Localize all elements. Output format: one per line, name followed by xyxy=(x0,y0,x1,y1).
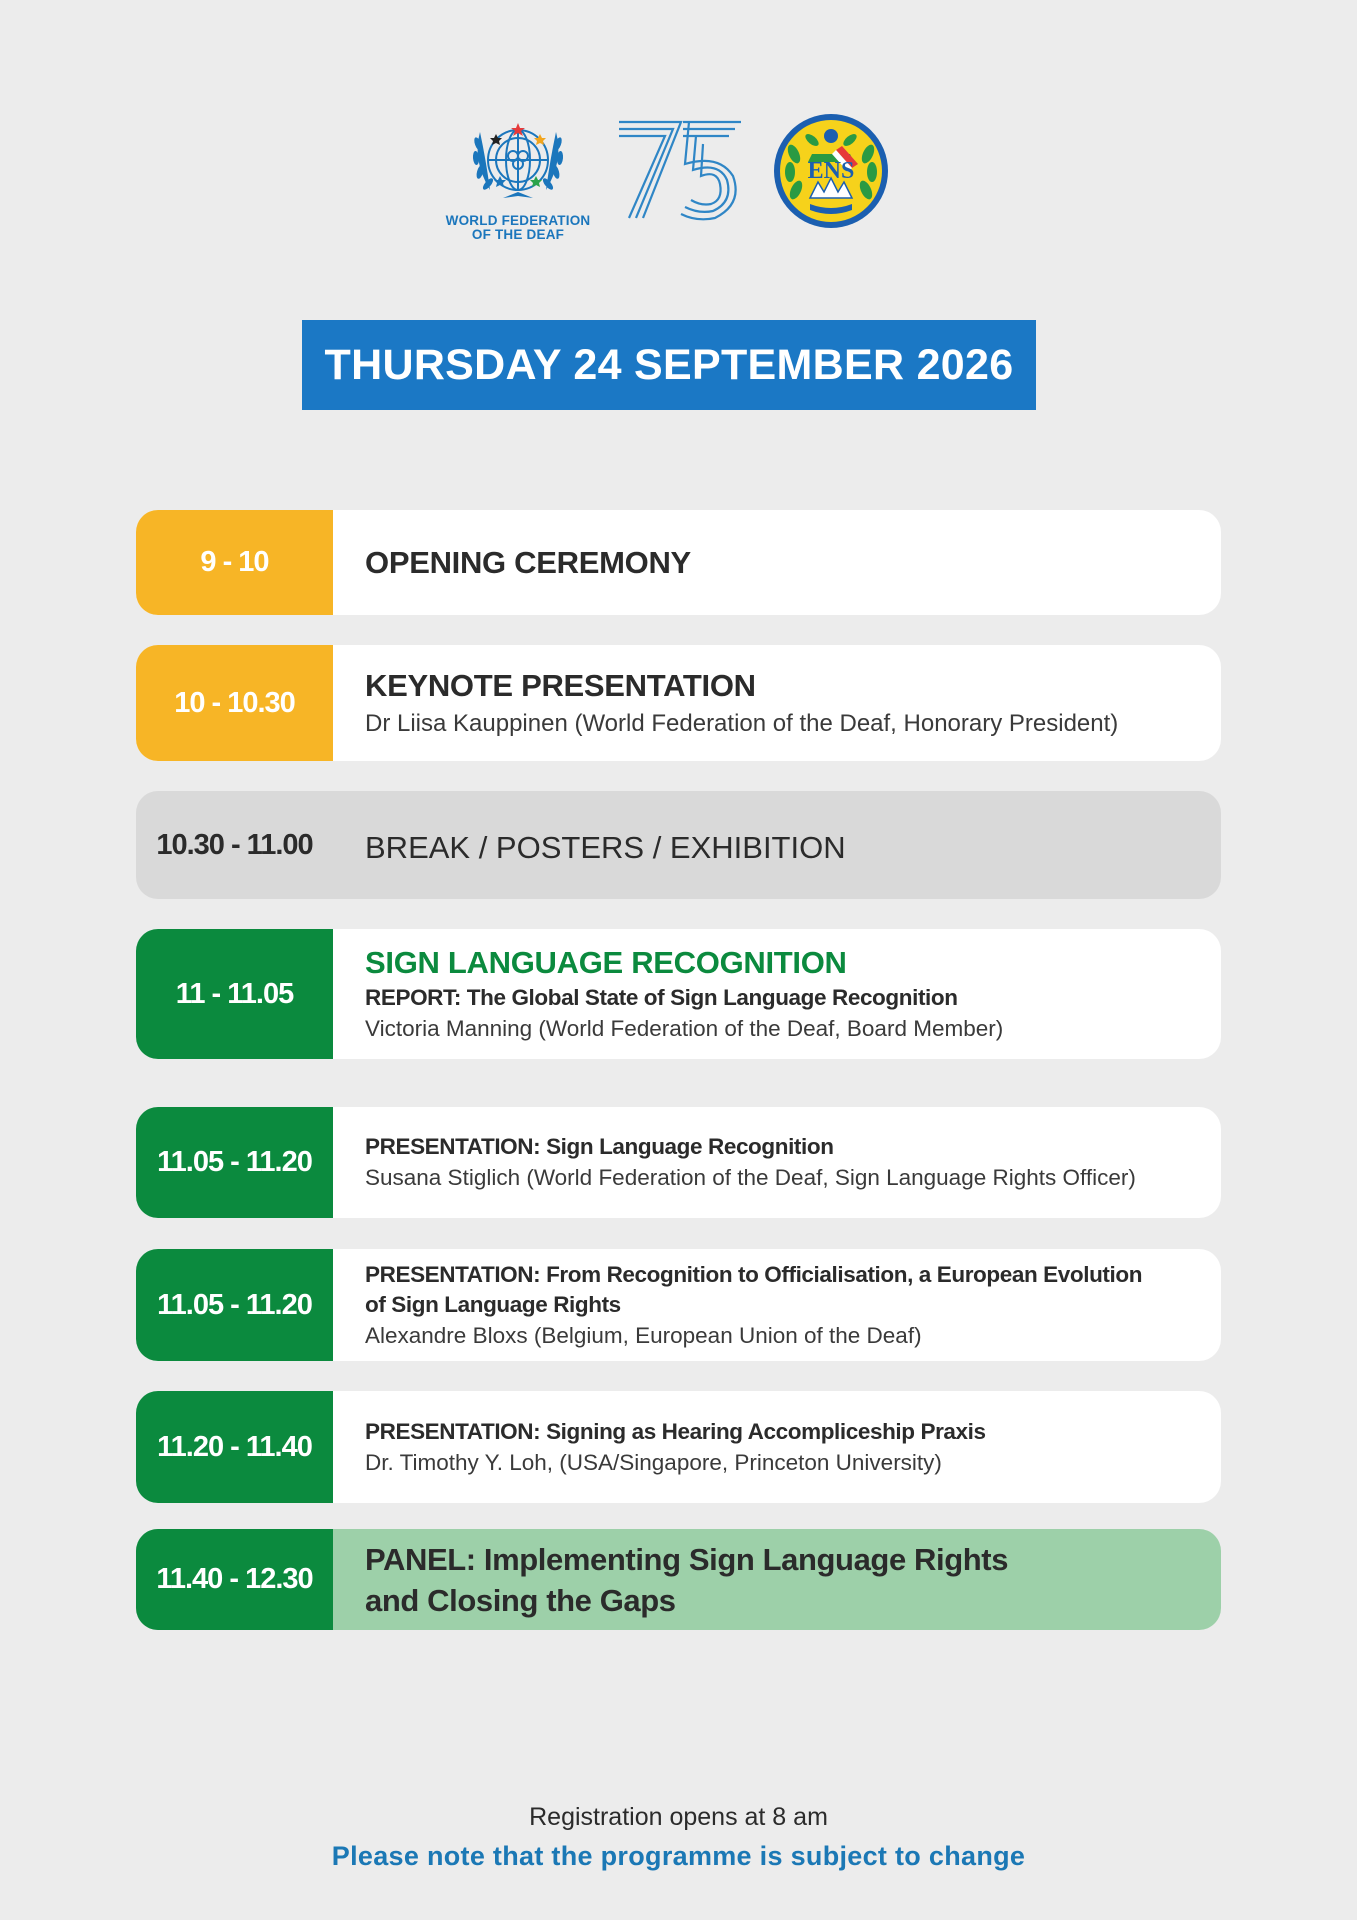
session-title: PRESENTATION: Sign Language Recognition xyxy=(365,1134,834,1159)
session-row xyxy=(136,510,1221,615)
session-row xyxy=(136,929,1221,1059)
session-time: 10.30 - 11.00 xyxy=(156,828,313,861)
session-row xyxy=(136,1249,1221,1361)
session-time: 9 - 10 xyxy=(136,510,333,615)
session-speaker: Susana Stiglich (World Federation of the Deaf, Sign Language Rights Officer) xyxy=(365,1165,1136,1190)
session-speaker: Dr Liisa Kauppinen (World Federation of the Deaf, Honorary President) xyxy=(365,710,1119,737)
session-title: BREAK / POSTERS / EXHIBITION xyxy=(365,830,846,865)
ens-emblem-icon xyxy=(772,112,890,230)
session-title-line1: PRESENTATION: From Recognition to Officialisation, a European Evolution xyxy=(365,1261,1143,1287)
wfd-name-line1: WORLD FEDERATION xyxy=(445,213,591,228)
session-time: 11.40 - 12.30 xyxy=(136,1529,333,1630)
date-banner: THURSDAY 24 SEPTEMBER 2026 xyxy=(302,320,1036,410)
session-speaker: Victoria Manning (World Federation of the Deaf, Board Member) xyxy=(365,1015,1004,1041)
session-row-panel xyxy=(136,1529,1221,1630)
wfd-emblem-icon xyxy=(458,112,578,212)
session-time: 11.20 - 11.40 xyxy=(136,1391,333,1503)
session-time: 11 - 11.05 xyxy=(136,929,333,1059)
75th-anniversary-logo xyxy=(615,118,745,229)
session-title: PRESENTATION: Signing as Hearing Accompliceship Praxis xyxy=(365,1418,986,1444)
session-row xyxy=(136,1391,1221,1503)
panel-title-line1: PANEL: Implementing Sign Language Rights xyxy=(365,1541,1009,1577)
session-section-title: SIGN LANGUAGE RECOGNITION xyxy=(365,944,847,980)
session-speaker: Dr. Timothy Y. Loh, (USA/Singapore, Princeton University) xyxy=(365,1449,942,1475)
ens-logo xyxy=(772,112,890,235)
anniversary-75-icon xyxy=(615,118,745,224)
wfd-name-line2: OF THE DEAF xyxy=(471,227,565,242)
session-title: KEYNOTE PRESENTATION xyxy=(365,668,756,703)
wfd-logo xyxy=(445,112,591,242)
session-row-break xyxy=(136,791,1221,899)
programme-change-note: Please note that the programme is subject to change xyxy=(331,1841,1026,1871)
registration-note: Registration opens at 8 am xyxy=(529,1803,828,1831)
ens-letters: ENS xyxy=(807,158,855,184)
session-time: 11.05 - 11.20 xyxy=(136,1249,333,1361)
session-title: OPENING CEREMONY xyxy=(365,544,691,580)
session-title-line2: of Sign Language Rights xyxy=(365,1291,621,1317)
logo-bar xyxy=(0,112,1357,262)
session-subtitle: REPORT: The Global State of Sign Language Recognition xyxy=(365,984,958,1010)
session-row xyxy=(136,1107,1221,1218)
panel-title-line2: and Closing the Gaps xyxy=(365,1582,676,1618)
session-speaker: Alexandre Bloxs (Belgium, European Union of the Deaf) xyxy=(365,1322,922,1348)
session-row xyxy=(136,645,1221,761)
session-time: 11.05 - 11.20 xyxy=(136,1107,333,1218)
session-time: 10 - 10.30 xyxy=(136,645,333,761)
